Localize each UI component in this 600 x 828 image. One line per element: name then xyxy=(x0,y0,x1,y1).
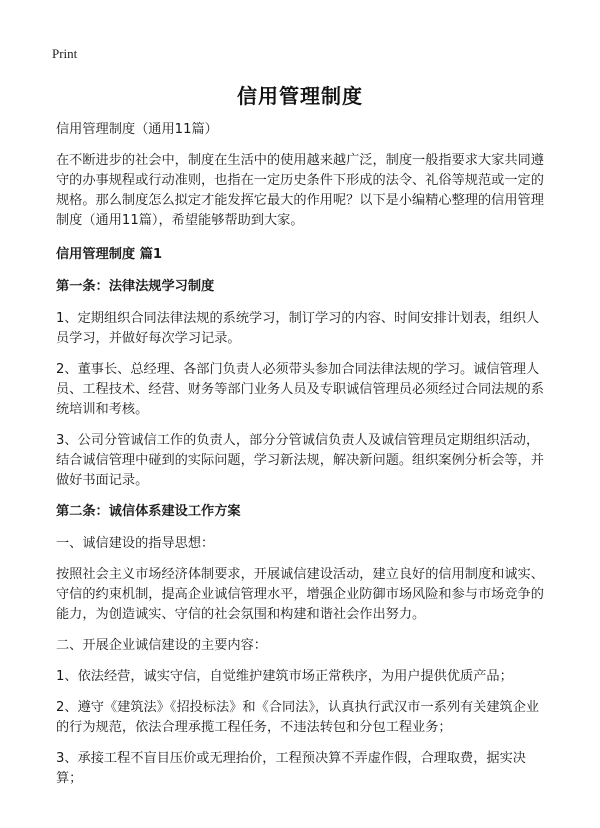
part-heading: 信用管理制度 篇1 xyxy=(56,247,163,262)
article-item: 1、定期组织合同法律法规的系统学习，制订学习的内容、时间安排计划表，组织人员学习，并做好每次学习记录。 xyxy=(56,311,540,346)
section-title: 二、开展企业诚信建设的主要内容： xyxy=(56,638,267,653)
article-heading: 第一条：法律法规学习制度 xyxy=(56,279,215,294)
intro-paragraph: 在不断进步的社会中，制度在生活中的使用越来越广泛，制度一般指要求大家共同遵守的办事规程或行动准则，也指在一定历史条件下形成的法令、礼俗等规范或一定的规格。那么制度怎么拟定才能发挥它最大的作用呢？以下是小编精心整理的信用管理制度（通用11篇），希望能够帮助到大家。 xyxy=(56,153,544,228)
section-paragraph: 按照社会主义市场经济体制要求，开展诚信建设活动，建立良好的信用制度和诚实、守信的约束机制，提高企业诚信管理水平，增强企业防御市场风险和参与市场竞争的能力，为创造诚实、守信的社会氛围和构建和谐社会作出努力。 xyxy=(56,567,544,622)
article-item: 2、遵守《建筑法》《招投标法》和《合同法》，认真执行武汉市一系列有关建筑企业的行为规范，依法合理承揽工程任务，不违法转包和分包工程业务； xyxy=(56,700,540,735)
article-heading: 第二条：诚信体系建设工作方案 xyxy=(56,504,241,519)
article-item: 1、依法经营，诚实守信，自觉维护建筑市场正常秩序，为用户提供优质产品； xyxy=(56,669,513,684)
article-item: 3、公司分管诚信工作的负责人，部分分管诚信负责人及诚信管理员定期组织活动，结合诚信管理中碰到的实际问题，学习新法规，解决新问题。组织案例分析会等，并做好书面记录。 xyxy=(56,433,544,488)
page-title: 信用管理制度 xyxy=(237,84,363,108)
document-subtitle: 信用管理制度（通用11篇） xyxy=(56,122,218,137)
article-item: 2、董事长、总经理、各部门负责人必须带头参加合同法律法规的学习。诚信管理人员、工程技术、经营、财务等部门业务人员及专职诚信管理员必须经过合同法规的系统培训和考核。 xyxy=(56,362,544,417)
print-link[interactable]: Print xyxy=(52,46,78,61)
section-title: 一、诚信建设的指导思想： xyxy=(56,536,215,551)
document-body xyxy=(56,120,550,800)
article-item: 3、承接工程不盲目压价或无理抬价，工程预决算不弄虚作假，合理取费，据实决算； xyxy=(56,751,526,786)
